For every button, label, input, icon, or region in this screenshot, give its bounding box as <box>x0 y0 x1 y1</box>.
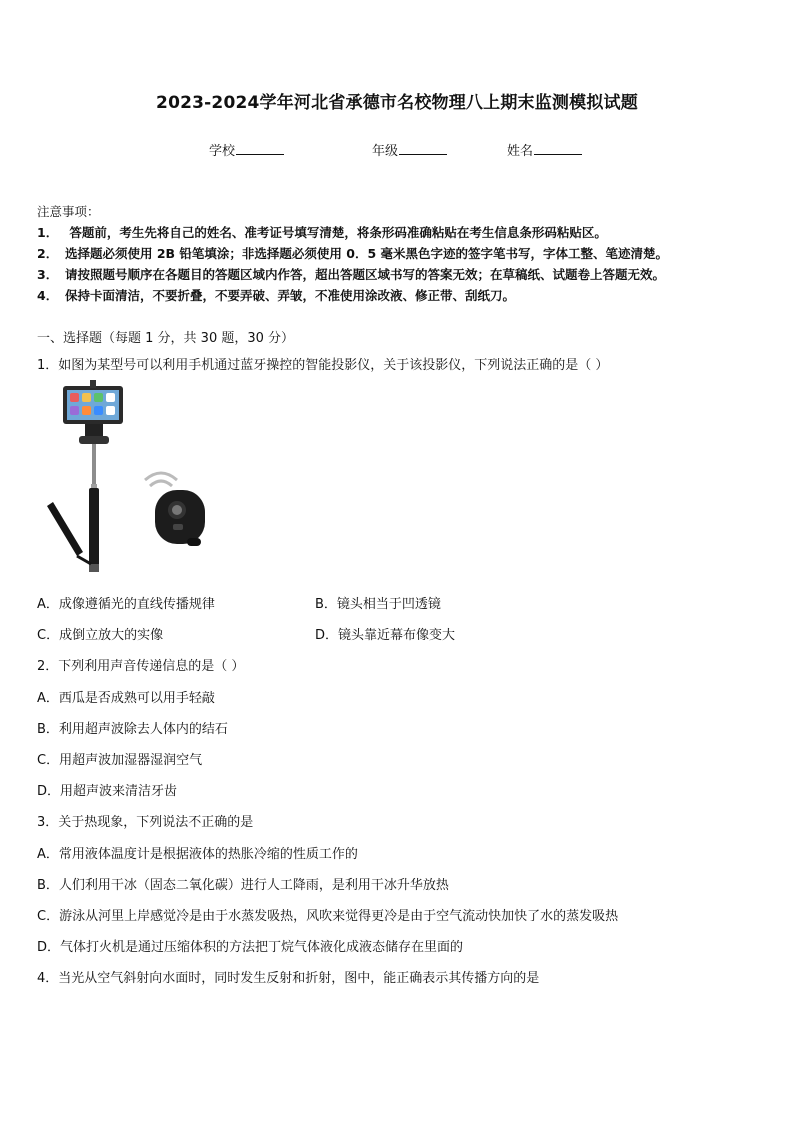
question-3-stem: 3．关于热现象，下列说法不正确的是 <box>37 815 254 830</box>
name-blank <box>534 142 582 155</box>
question-3-option-d: D．气体打火机是通过压缩体积的方法把丁烷气体液化成液态储存在里面的 <box>37 940 464 955</box>
school-field <box>209 140 284 159</box>
grade-field <box>372 140 447 159</box>
page-title: 2023-2024学年河北省承德市名校物理八上期末监测模拟试题 <box>156 93 638 113</box>
question-4-stem: 4．当光从空气斜射向水面时，同时发生反射和折射，图中，能正确表示其传播方向的是 <box>37 971 540 986</box>
notice-text: 请按照题号顺序在各题目的答题区域内作答，超出答题区域书写的答案无效；在草稿纸、试题卷上答题无效。 <box>65 267 666 282</box>
wrist-strap-icon <box>47 502 83 556</box>
question-2-option-b: B．利用超声波除去人体内的结石 <box>37 722 228 737</box>
selfie-stick-projector-figure <box>37 378 247 580</box>
school-label: 学校 <box>209 144 236 159</box>
question-1-option-d: D．镜头靠近幕布像变大 <box>315 628 456 643</box>
notice-number: 2． <box>37 246 59 261</box>
question-2-option-c: C．用超声波加湿器湿润空气 <box>37 753 203 768</box>
school-blank <box>236 142 284 155</box>
section-heading: 一、选择题（每题 1 分，共 30 题，30 分） <box>37 331 295 346</box>
phone-icon <box>63 380 123 424</box>
question-2-stem: 2．下列利用声音传递信息的是（ ） <box>37 659 245 674</box>
notice-number: 4． <box>37 288 59 303</box>
question-1-option-b: B．镜头相当于凹透镜 <box>315 597 441 612</box>
notice-text: 选择题必须使用 2B 铅笔填涂；非选择题必须使用 0．5 毫米黑色字迹的签字笔书写，字体工整、笔迹清楚。 <box>65 246 669 261</box>
notice-item <box>37 285 767 306</box>
question-1-option-a: A．成像遵循光的直线传播规律 <box>37 597 215 612</box>
grade-blank <box>399 142 447 155</box>
selfie-stick-illustration <box>37 378 247 580</box>
student-info-row <box>0 140 794 160</box>
question-3-option-c: C．游泳从河里上岸感觉冷是由于水蒸发吸热，风吹来觉得更冷是由于空气流动快加快了水的蒸发吸热 <box>37 909 619 924</box>
notice-number: 3． <box>37 267 59 282</box>
name-label: 姓名 <box>507 144 534 159</box>
notice-heading: 注意事项： <box>37 204 100 219</box>
grade-label: 年级 <box>372 144 399 159</box>
question-3-option-b: B．人们利用干冰（固态二氧化碳）进行人工降雨，是利用干冰升华放热 <box>37 878 449 893</box>
question-1-option-c: C．成倒立放大的实像 <box>37 628 164 643</box>
notice-item <box>37 243 767 264</box>
question-2-option-d: D．用超声波来清洁牙齿 <box>37 784 178 799</box>
notice-text: 答题前，考生先将自己的姓名、准考证号填写清楚，将条形码准确粘贴在考生信息条形码粘贴区。 <box>65 225 607 240</box>
notice-text: 保持卡面清洁，不要折叠，不要弄破、弄皱，不准使用涂改液、修正带、刮纸刀。 <box>65 288 516 303</box>
bluetooth-remote-icon <box>145 473 205 546</box>
question-2-option-a: A．西瓜是否成熟可以用手轻敲 <box>37 691 215 706</box>
notice-number: 1． <box>37 225 59 240</box>
name-field <box>507 140 582 159</box>
notice-block <box>37 202 767 306</box>
notice-item <box>37 222 767 243</box>
notice-item <box>37 264 767 285</box>
selfie-stick-icon <box>89 444 99 572</box>
question-1-stem: 1．如图为某型号可以利用手机通过蓝牙操控的智能投影仪，关于该投影仪，下列说法正确的是（ ） <box>37 358 609 373</box>
question-3-option-a: A．常用液体温度计是根据液体的热胀冷缩的性质工作的 <box>37 847 358 862</box>
